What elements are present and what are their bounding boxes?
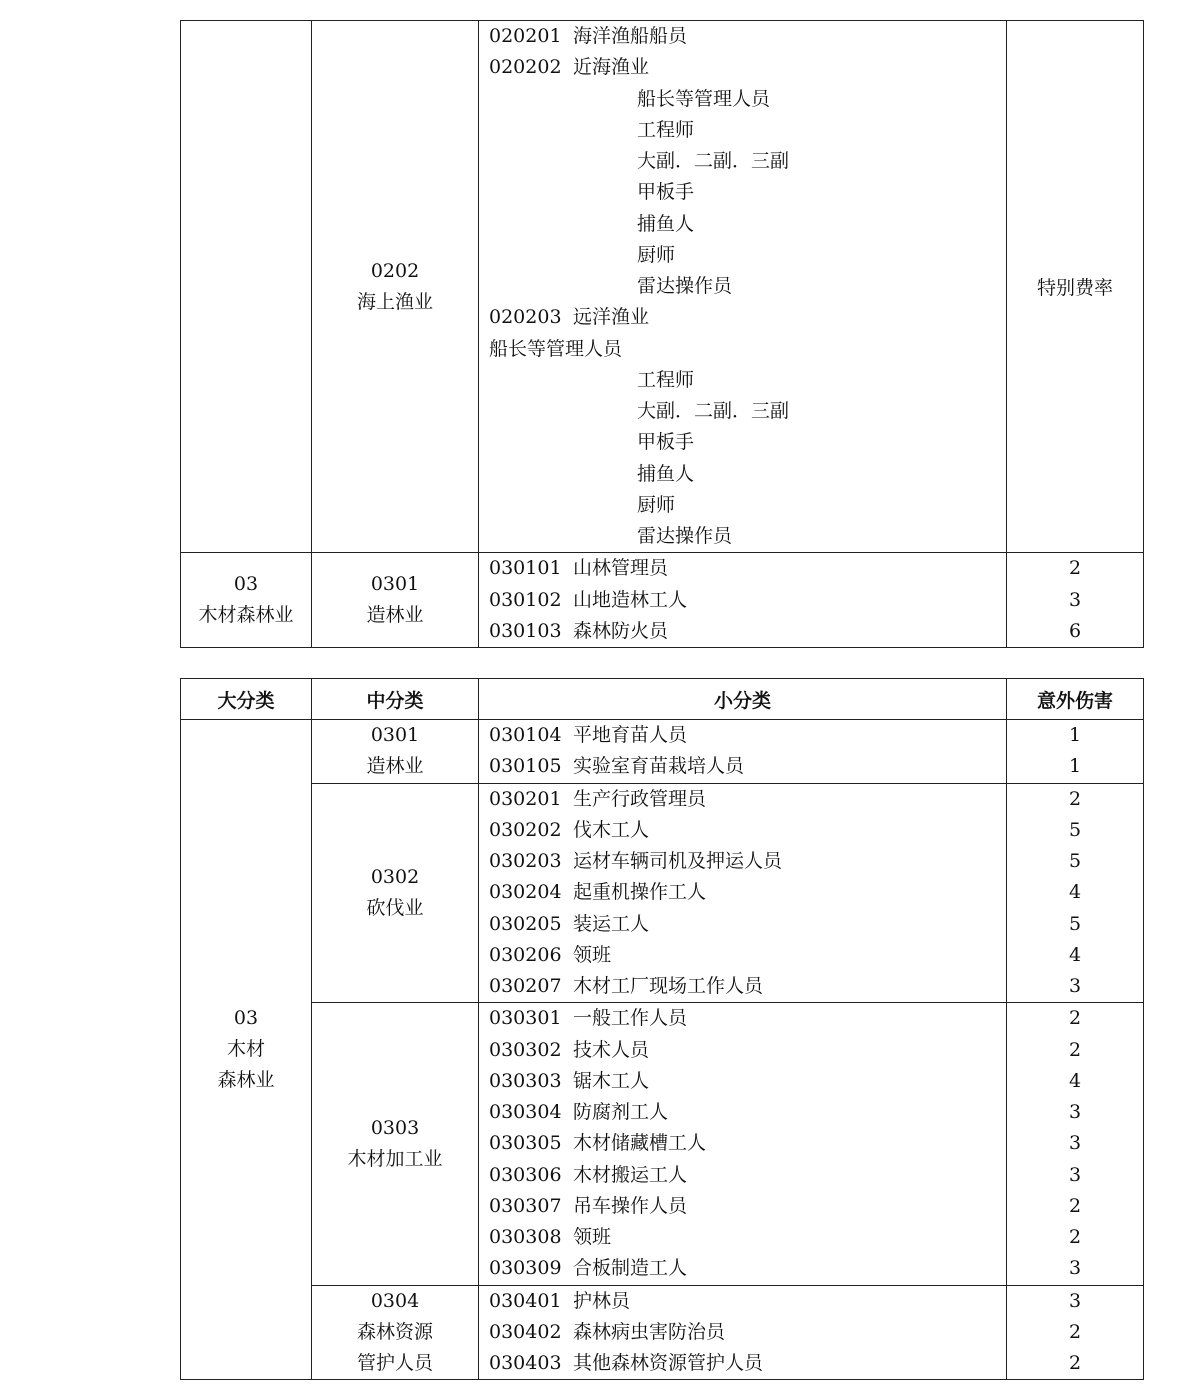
mid-category-cell xyxy=(312,21,479,553)
item-name: 大副．二副．三副 xyxy=(637,150,790,172)
item-name: 厨师 xyxy=(637,493,676,516)
item-name: 木材储藏槽工人 xyxy=(573,1132,707,1155)
item-name: 近海渔业 xyxy=(573,56,650,79)
list-item xyxy=(489,396,1006,427)
item-name: 伐木工人 xyxy=(573,818,650,841)
item-name: 生产行政管理员 xyxy=(573,787,707,810)
item-name: 锯木工人 xyxy=(573,1069,650,1092)
mid-category-text: 木材加工业 xyxy=(347,1147,443,1170)
rate-value: 3 xyxy=(1068,1289,1082,1312)
rate-value: 3 xyxy=(1068,1163,1082,1186)
mid-category-text: 0301 xyxy=(370,724,420,747)
list-item xyxy=(489,751,1006,782)
list-item xyxy=(489,84,1006,115)
item-name: 捕鱼人 xyxy=(637,462,695,485)
sub-category-cell xyxy=(479,553,1007,648)
item-code: 030205 xyxy=(489,912,562,935)
rate-value: 4 xyxy=(1068,943,1082,966)
rate-value: 2 xyxy=(1068,1007,1082,1030)
item-name: 木材工厂现场工作人员 xyxy=(573,975,764,997)
item-code: 030201 xyxy=(489,787,562,810)
item-code: 020202 xyxy=(489,56,562,79)
item-code: 030303 xyxy=(489,1069,562,1092)
item-name: 装运工人 xyxy=(573,912,650,935)
item-code: 030304 xyxy=(489,1101,562,1123)
rate-value: 3 xyxy=(1068,1257,1082,1280)
item-name: 其他森林资源管护人员 xyxy=(573,1352,764,1374)
rate-value: 4 xyxy=(1068,881,1082,904)
sub-category-cell xyxy=(479,1003,1007,1285)
accident-rate-cell xyxy=(1007,553,1144,648)
item-code: 020203 xyxy=(489,306,562,329)
list-item xyxy=(489,490,1006,521)
accident-rate-cell xyxy=(1007,783,1144,1003)
item-name: 一般工作人员 xyxy=(573,1007,688,1030)
list-item xyxy=(489,271,1006,302)
rate-value: 5 xyxy=(1068,818,1082,841)
item-name: 雷达操作员 xyxy=(637,525,733,547)
list-item xyxy=(489,302,1006,333)
list-item xyxy=(489,877,1006,908)
list-item xyxy=(489,1160,1006,1191)
list-item xyxy=(489,616,1006,647)
major-category-cell-empty xyxy=(181,21,312,553)
list-item xyxy=(489,1286,1006,1317)
sub-category-cell xyxy=(479,720,1007,784)
category-group-row xyxy=(181,720,1144,784)
item-name: 森林病虫害防治员 xyxy=(573,1320,726,1343)
item-name: 山林管理员 xyxy=(573,557,669,580)
item-code: 030306 xyxy=(489,1163,562,1186)
rate-value: 2 xyxy=(1068,1320,1082,1343)
mid-category-name: 海上渔业 xyxy=(356,290,433,313)
item-code: 030102 xyxy=(489,588,562,611)
item-name: 海洋渔船船员 xyxy=(573,25,688,47)
item-name: 实验室育苗栽培人员 xyxy=(573,755,745,778)
item-name: 防腐剂工人 xyxy=(573,1101,669,1123)
item-name: 山地造林工人 xyxy=(573,588,688,611)
rate-value: 3 xyxy=(1068,1132,1082,1155)
item-code: 030103 xyxy=(489,619,562,642)
accident-rate-cell xyxy=(1007,720,1144,784)
rate-value: 4 xyxy=(1068,1069,1082,1092)
rate-value: 3 xyxy=(1068,1101,1082,1123)
mid-category-text: 0303 xyxy=(370,1116,420,1139)
mid-category-text: 管护人员 xyxy=(356,1351,433,1374)
mid-category-cell xyxy=(312,553,479,648)
item-name: 船长等管理人员 xyxy=(489,337,623,360)
occupation-table-continued xyxy=(180,20,1144,648)
list-item xyxy=(489,909,1006,940)
list-item xyxy=(489,209,1006,240)
category-group-row xyxy=(181,1285,1144,1380)
item-name: 厨师 xyxy=(637,243,676,266)
item-code: 030203 xyxy=(489,850,562,872)
list-item xyxy=(489,334,1006,365)
sub-category-cell xyxy=(479,783,1007,1003)
item-name: 雷达操作员 xyxy=(637,275,733,297)
item-name: 远洋渔业 xyxy=(573,306,650,329)
special-rate-text: 特别费率 xyxy=(1036,277,1113,300)
list-item xyxy=(489,1253,1006,1284)
header-major-category: 大分类 xyxy=(181,679,312,720)
mid-category-text: 砍伐业 xyxy=(366,896,424,919)
item-code: 030101 xyxy=(489,557,562,580)
item-name: 领班 xyxy=(573,1226,612,1248)
list-item xyxy=(489,52,1006,83)
item-code: 030302 xyxy=(489,1038,562,1061)
list-item xyxy=(489,1222,1006,1253)
item-name: 工程师 xyxy=(637,368,695,391)
item-name: 领班 xyxy=(573,943,612,966)
list-item xyxy=(489,971,1006,1002)
mid-category-cell xyxy=(312,1285,479,1380)
list-item xyxy=(489,146,1006,177)
rate-value: 3 xyxy=(1068,588,1082,611)
header-sub-category: 小分类 xyxy=(479,679,1007,720)
rate-value: 2 xyxy=(1068,1352,1082,1374)
fishing-group-row xyxy=(181,21,1144,553)
occupation-table xyxy=(180,678,1144,1380)
list-item xyxy=(489,1128,1006,1159)
header-accident-injury: 意外伤害 xyxy=(1007,679,1144,720)
list-item xyxy=(489,365,1006,396)
list-item xyxy=(489,1191,1006,1222)
item-code: 030401 xyxy=(489,1289,562,1312)
list-item xyxy=(489,240,1006,271)
mid-category-cell xyxy=(312,720,479,784)
item-name: 船长等管理人员 xyxy=(637,87,771,110)
list-item xyxy=(489,177,1006,208)
list-item xyxy=(489,553,1006,584)
forest-group-row xyxy=(181,553,1144,648)
major-category-text: 03 xyxy=(233,1007,259,1030)
list-item xyxy=(489,1317,1006,1348)
item-name: 甲板手 xyxy=(637,431,695,454)
rate-value: 6 xyxy=(1068,619,1082,642)
item-code: 030309 xyxy=(489,1257,562,1280)
mid-category-code: 0202 xyxy=(370,259,420,282)
list-item xyxy=(489,846,1006,877)
item-name: 木材搬运工人 xyxy=(573,1163,688,1186)
major-category-name: 木材森林业 xyxy=(198,604,294,627)
list-item xyxy=(489,1348,1006,1379)
list-item xyxy=(489,940,1006,971)
list-item xyxy=(489,459,1006,490)
list-item xyxy=(489,1035,1006,1066)
list-item xyxy=(489,1003,1006,1034)
rate-value: 2 xyxy=(1068,1194,1082,1217)
item-code: 030402 xyxy=(489,1320,562,1343)
item-code: 030207 xyxy=(489,975,562,997)
list-item xyxy=(489,1066,1006,1097)
item-code: 030105 xyxy=(489,755,562,778)
list-item xyxy=(489,115,1006,146)
rate-value: 2 xyxy=(1068,787,1082,810)
mid-category-text: 造林业 xyxy=(366,755,424,778)
category-group-row xyxy=(181,1003,1144,1285)
mid-category-text: 0302 xyxy=(370,865,420,888)
rate-value: 1 xyxy=(1068,755,1082,778)
item-code: 030305 xyxy=(489,1132,562,1155)
major-category-code: 03 xyxy=(233,573,259,596)
item-name: 技术人员 xyxy=(573,1038,650,1061)
major-category-text: 木材 xyxy=(226,1038,265,1061)
item-code: 020201 xyxy=(489,25,562,47)
sub-category-cell xyxy=(479,1285,1007,1380)
mid-category-text: 森林资源 xyxy=(356,1320,433,1343)
rate-value: 2 xyxy=(1068,1038,1082,1061)
item-name: 森林防火员 xyxy=(573,619,669,642)
list-item xyxy=(489,585,1006,616)
item-name: 工程师 xyxy=(637,118,695,141)
mid-category-text: 0304 xyxy=(370,1289,420,1312)
accident-rate-cell xyxy=(1007,1003,1144,1285)
item-code: 030307 xyxy=(489,1194,562,1217)
accident-rate-cell xyxy=(1007,1285,1144,1380)
list-item xyxy=(489,427,1006,458)
item-code: 030308 xyxy=(489,1226,562,1248)
major-category-cell xyxy=(181,720,312,1380)
item-name: 护林员 xyxy=(573,1289,631,1312)
rate-value: 3 xyxy=(1068,975,1082,997)
mid-category-name: 造林业 xyxy=(366,604,424,627)
item-name: 大副．二副．三副 xyxy=(637,400,790,422)
category-group-row xyxy=(181,783,1144,1003)
header-mid-category: 中分类 xyxy=(312,679,479,720)
item-name: 运材车辆司机及押运人员 xyxy=(573,850,783,872)
mid-category-cell xyxy=(312,1003,479,1285)
item-name: 平地育苗人员 xyxy=(573,724,688,746)
accident-rate-cell xyxy=(1007,21,1144,553)
sub-category-cell xyxy=(479,21,1007,553)
major-category-cell xyxy=(181,553,312,648)
item-code: 030202 xyxy=(489,818,562,841)
item-name: 吊车操作人员 xyxy=(573,1194,688,1217)
item-code: 030204 xyxy=(489,881,562,904)
rate-value: 5 xyxy=(1068,912,1082,935)
rate-value: 1 xyxy=(1068,724,1082,746)
major-category-text: 森林业 xyxy=(217,1069,275,1092)
item-code: 030301 xyxy=(489,1007,562,1030)
item-name: 捕鱼人 xyxy=(637,212,695,235)
rate-value: 2 xyxy=(1068,557,1082,580)
item-code: 030403 xyxy=(489,1352,562,1374)
item-code: 030104 xyxy=(489,724,562,746)
list-item xyxy=(489,521,1006,552)
table-header-row xyxy=(181,679,1144,720)
list-item xyxy=(489,815,1006,846)
rate-value: 5 xyxy=(1068,850,1082,872)
mid-category-code: 0301 xyxy=(370,573,420,596)
item-code: 030206 xyxy=(489,943,562,966)
item-name: 起重机操作工人 xyxy=(573,881,707,904)
list-item xyxy=(489,1097,1006,1128)
list-item xyxy=(489,784,1006,815)
rate-value: 2 xyxy=(1068,1226,1082,1248)
item-name: 合板制造工人 xyxy=(573,1257,688,1280)
item-name: 甲板手 xyxy=(637,181,695,204)
mid-category-cell xyxy=(312,783,479,1003)
list-item xyxy=(489,720,1006,751)
list-item xyxy=(489,21,1006,52)
